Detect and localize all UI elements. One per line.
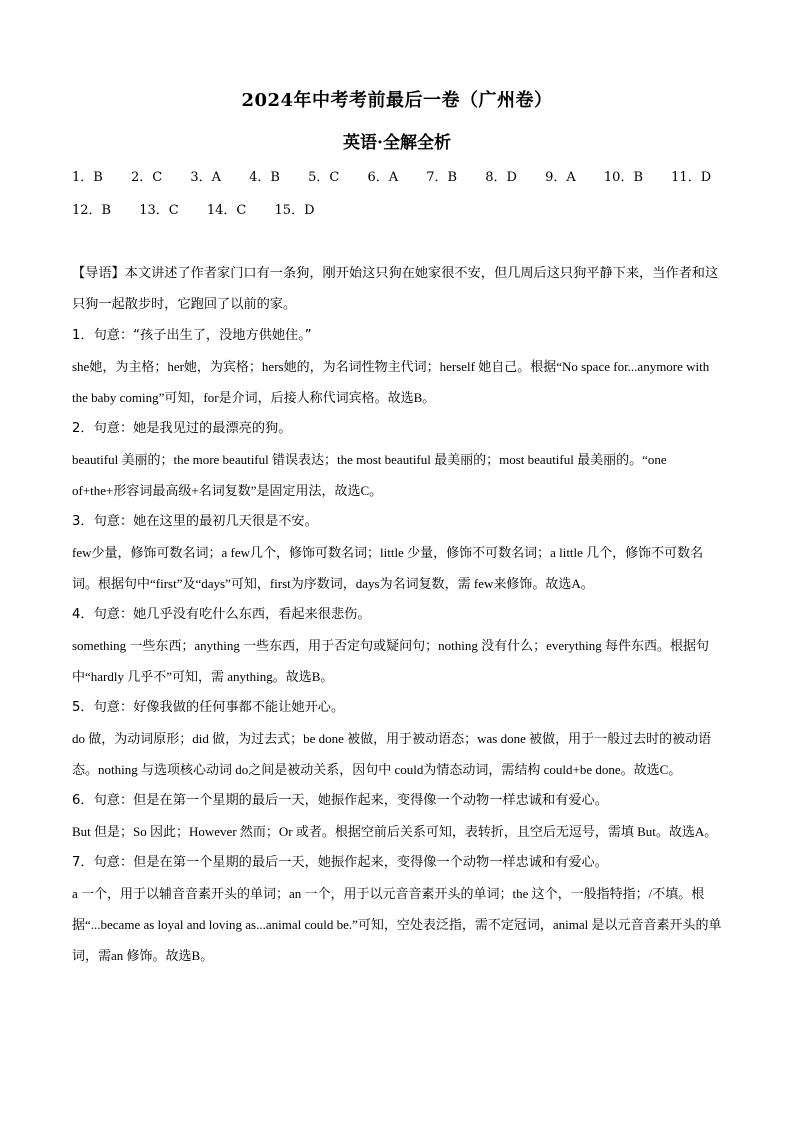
- answer-item: 3．A: [190, 170, 221, 185]
- answer-explanation: something 一些东西；anything 一些东西，用于否定句或疑问句；nothing 没有什么；everything 每件东西。根据句中“hardly 几乎不”可知，需 anything。故选B。: [72, 638, 709, 684]
- question-sentence: 3．句意：她在这里的最初几天很是不安。: [72, 514, 318, 529]
- answer-explanation: she她，为主格；her她，为宾格；hers她的，为名词性物主代词；herself 她自己。根据“No space for...anymore with the baby coming”可知，for是介词，后接人称代词宾格。故选B。: [72, 359, 710, 405]
- answer-explanation: beautiful 美丽的；the more beautiful 错误表达；the most beautiful 最美丽的；most beautiful 最美丽的。“one of+the+形容词最高级+名词复数”是固定用法，故选C。: [72, 452, 667, 498]
- answer-item: 2．C: [130, 170, 163, 185]
- answer-item: 15．D: [274, 203, 315, 218]
- answer-item: 6．A: [367, 170, 399, 185]
- answer-item: 1．B: [72, 170, 103, 185]
- answer-item: 10．B: [603, 170, 644, 185]
- answer-item: 5．C: [308, 170, 340, 185]
- page-title: 2024年中考考前最后一卷（广州卷）: [241, 90, 553, 111]
- answer-item: 12．B: [72, 203, 112, 218]
- answer-explanation: do 做，为动词原形；did 做，为过去式；be done 被做，用于被动语态；was done 被做，用于一般过去时的被动语态。nothing 与选项核心动词 do之间是被动关系，因句中 could为情态动词，需结构 could+be done。故选C。: [72, 731, 712, 777]
- answer-explanation: few少量，修饰可数名词；a few几个，修饰可数名词；little 少量，修饰不可数名词；a little 几个，修饰不可数名词。根据句中“first”及“days”可知，first为序数词，days为名词复数，需 few来修饰。故选A。: [72, 545, 704, 591]
- intro-paragraph: 【导语】本文讲述了作者家门口有一条狗，刚开始这只狗在她家很不安，但几周后这只狗平静下来，当作者和这只狗一起散步时，它跑回了以前的家。: [72, 266, 719, 312]
- answer-item: 8．D: [485, 170, 517, 185]
- answer-key-row: [72, 166, 735, 185]
- question-sentence: 7．句意：但是在第一个星期的最后一天，她振作起来，变得像一个动物一样忠诚和有爱心。: [72, 855, 608, 870]
- question-sentence: 1．句意：“孩子出生了，没地方供她住。”: [72, 328, 312, 343]
- answer-item: 4．B: [249, 170, 280, 185]
- question-sentence: 4．句意：她几乎没有吃什么东西，看起来很悲伤。: [72, 607, 371, 622]
- question-sentence: 5．句意：好像我做的任何事都不能让她开心。: [72, 700, 345, 715]
- answer-explanation: But 但是；So 因此；However 然而；Or 或者。根据空前后关系可知，表转折，且空后无逗号，需填 But。故选A。: [72, 824, 718, 839]
- question-sentence: 6．句意：但是在第一个星期的最后一天，她振作起来，变得像一个动物一样忠诚和有爱心。: [72, 793, 608, 808]
- question-sentence: 2．句意：她是我见过的最漂亮的狗。: [72, 421, 292, 436]
- page-subtitle: 英语·全解全析: [343, 133, 451, 153]
- answer-item: 11．D: [671, 170, 712, 185]
- answer-item: 14．C: [206, 203, 247, 218]
- answer-item: 13．C: [139, 203, 179, 218]
- answer-key-row: [72, 199, 339, 218]
- answer-explanation: a 一个，用于以辅音音素开头的单词；an 一个，用于以元音音素开头的单词；the 这个，一般指特指；/不填。根据“...became as loyal and loving as...animal could be.”可知，空处表泛指，需不定冠词，animal 是以元音音素开头的单词，需an 修饰。故选B。: [72, 886, 722, 963]
- explanation-body: [72, 258, 724, 971]
- answer-item: 9．A: [545, 170, 576, 185]
- answer-item: 7．B: [426, 170, 458, 185]
